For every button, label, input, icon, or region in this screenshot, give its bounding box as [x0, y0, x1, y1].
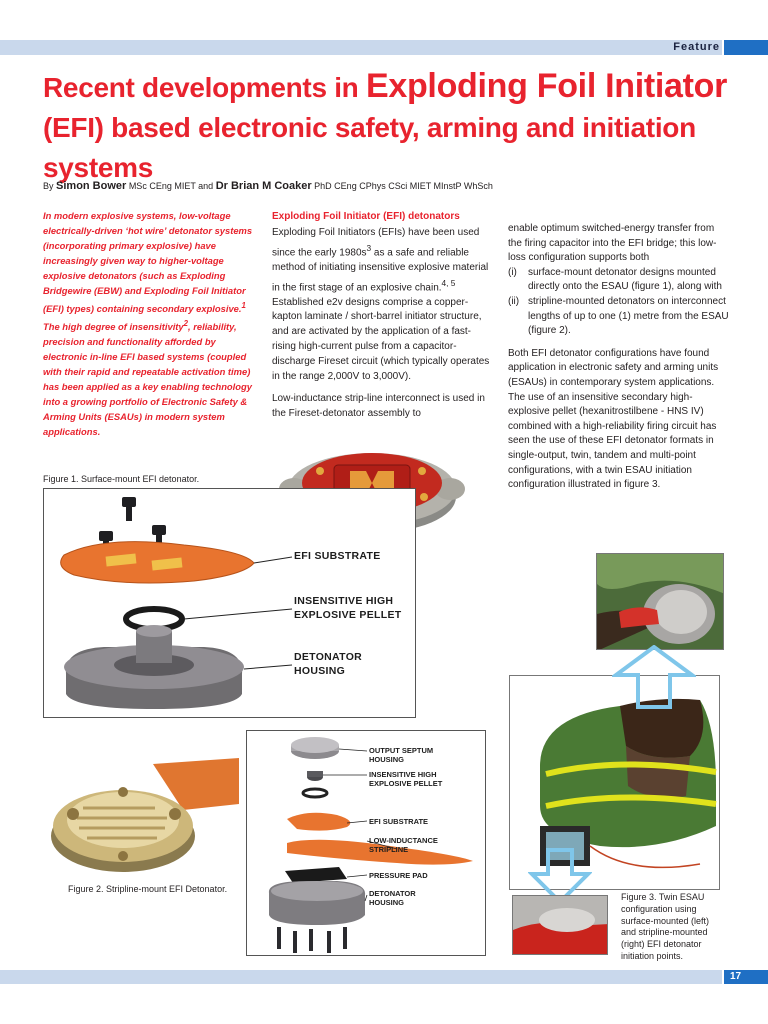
col2-paragraph-2: Low-inductance strip-line interconnect is used in the Fireset-detonator assembly to — [272, 393, 485, 420]
figure-3-caption-line: surface-mounted (left) — [621, 915, 710, 926]
body-column-2 — [272, 210, 490, 430]
figure-3-caption-line: Figure 3. Twin ESAU — [621, 892, 705, 902]
title-part-1: Recent developments in — [43, 72, 366, 103]
col3-paragraph-1: enable optimum switched-energy transfer from the firing capacitor into the EFI bridge; this low-loss configuration supports both — [508, 223, 717, 264]
figure-1 — [43, 488, 416, 718]
figure-1-caption: Figure 1. Surface-mount EFI detonator. — [43, 474, 200, 484]
stripline-detonator-photo — [43, 744, 239, 879]
label-detonator: DETONATOR — [294, 651, 363, 663]
intro-ref-2: 2 — [183, 319, 189, 329]
title-part-2: Exploding Foil Initiator — [365, 67, 728, 105]
section-label: Feature — [673, 41, 720, 53]
col2-p1-text-b: as a safe and reliable method of initiating insensitive explosive material in the first stage of an explosive chain. — [272, 246, 489, 293]
list-text: surface-mount detonator designs mounted directly onto the ESAU (figure 1), along with — [528, 266, 722, 293]
ref-4-5: 4, 5 — [441, 277, 456, 288]
author-2: Dr Brian M Coaker — [215, 180, 312, 192]
label-housing-top: HOUSING — [369, 755, 405, 764]
header-bar — [0, 40, 722, 55]
figure-3-caption-line: and stripline-mounted — [621, 927, 708, 938]
label-housing: HOUSING — [294, 665, 346, 677]
label-housing-bottom: HOUSING — [369, 898, 405, 907]
ref-3: 3 — [366, 242, 372, 253]
intro-text-b: The high degree of insensitivity — [43, 321, 184, 333]
up-arrow-icon — [612, 645, 696, 709]
author-1-quals: MSc CEng MIET and — [126, 181, 216, 191]
list-marker: (ii) — [508, 295, 520, 307]
label-insensitive-high: INSENSITIVE HIGH — [294, 595, 394, 607]
list-item — [508, 266, 730, 295]
intro-text-a: In modern explosive systems, low-voltage electrically-driven ‘hot wire’ detonator systems (incorporating primary explosive) have increasingly given way to higher-voltage explosive detonators (such as Exploding Bridgewire (EBW) and Exploding Foil Initiator (EFI) types) containing secondary explosive. — [43, 210, 253, 315]
col3-paragraph-2: Both EFI detonator configurations have found application in electronic safety and arming units (ESAUs) in contemporary system applications. The use of an insensitive secondary high-explosive pellet (hexanitrostilbene - HNS IV) combined with a high-reliability firing circuit has seen the use of these EFI detonator formats in single-output, twin, tandem and multi-point configurations, with a twin ESAU initiation configuration illustrated in figure 3. — [508, 347, 719, 491]
label-insensitive-high-2: INSENSITIVE HIGH — [369, 770, 437, 779]
col2-p1-text-a: Exploding Foil Initiators (EFIs) have been used since the early 1980s — [272, 226, 480, 258]
figure-3-caption-line: initiation points. — [621, 950, 684, 961]
author-2-quals: PhD CEng CPhys CSci MIET MInstP WhSch — [311, 181, 493, 191]
list-item — [508, 295, 730, 339]
col2-p1-text-c: Established e2v designs comprise a copper-kapton laminate / short-barrel initiator structure, and are activated by the application of a fast-rising high-current pulse from a capacitor-discharge Fireset circuit (which typically operates in the range 2,000V to 3,000V). — [272, 296, 490, 382]
byline — [43, 180, 493, 192]
figure-3-caption-line: (right) EFI detonator — [621, 939, 702, 950]
label-detonator-2: DETONATOR — [369, 889, 416, 898]
intro-paragraph — [43, 208, 261, 439]
figure-3-caption-line: configuration using — [621, 903, 697, 914]
label-stripline: STRIPLINE — [369, 845, 409, 854]
body-column-3 — [508, 222, 730, 501]
footer-bar — [0, 970, 722, 984]
intro-ref-1: 1 — [241, 301, 246, 310]
label-pressure-pad: PRESSURE PAD — [369, 871, 428, 880]
label-low-inductance: LOW-INDUCTANCE — [369, 836, 438, 845]
label-explosive-pellet-2: EXPLOSIVE PELLET — [369, 779, 443, 788]
list-marker: (i) — [508, 266, 517, 278]
section-heading: Exploding Foil Initiator (EFI) detonators — [272, 211, 460, 222]
esau-stripline-photo — [512, 895, 608, 955]
label-efi-substrate: EFI SUBSTRATE — [294, 550, 381, 562]
byline-by: By — [43, 181, 57, 191]
figure-2 — [246, 730, 486, 956]
page-number: 17 — [724, 970, 768, 984]
title-part-3: (EFI) based electronic safety, arming and initiation systems — [43, 112, 696, 183]
esau-surface-mount-photo — [596, 553, 724, 650]
article-title — [43, 66, 743, 188]
header-accent-block — [724, 40, 768, 55]
author-1: Simon Bower — [56, 180, 127, 192]
figure-2-caption: Figure 2. Stripline-mount EFI Detonator. — [68, 884, 228, 894]
list-text: stripline-mounted detonators on interconnect lengths of up to one (1) metre from the ESAU (figure 2). — [528, 295, 729, 337]
col2-paragraph-1 — [272, 226, 490, 385]
label-efi-substrate-2: EFI SUBSTRATE — [369, 817, 429, 826]
label-explosive-pellet: EXPLOSIVE PELLET — [294, 609, 402, 621]
intro-text-c: , reliability, precision and functionality afforded by electronic in-line EFI based systems (coupled with their rapid and repeatable activation time) has been applied as a key enabling technology into a growing portfolio of Electronic Safety & Arming Units (ESAUs) in modern system applications. — [43, 321, 252, 438]
label-output-septum: OUTPUT SEPTUM — [369, 746, 434, 755]
figure-3-caption — [621, 892, 731, 963]
